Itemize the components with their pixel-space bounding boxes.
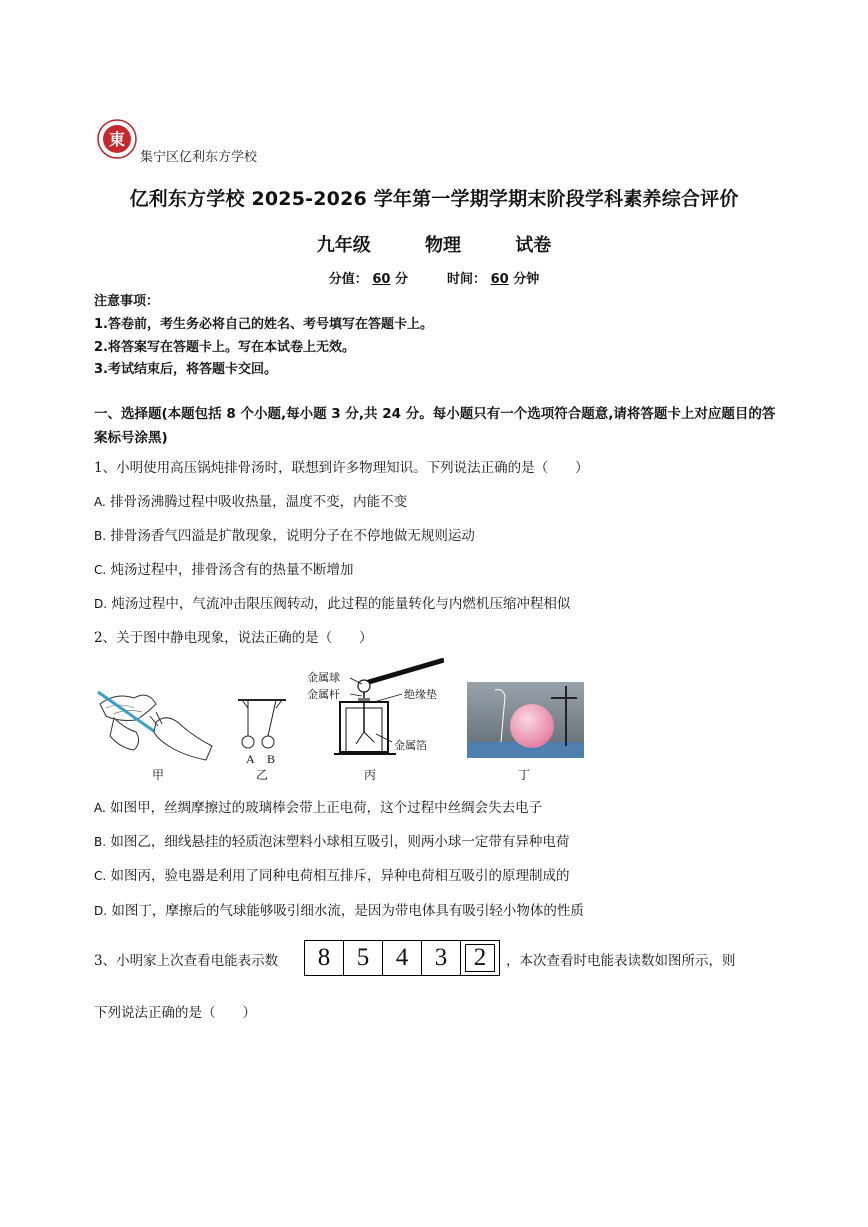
subtitle-paper: 试卷: [515, 235, 552, 256]
q1-option-b: B. 排骨汤香气四溢是扩散现象，说明分子在不停地做无规则运动: [94, 528, 475, 544]
figure-bing-leader-lines: [340, 670, 420, 750]
q2-option-d: D. 如图丁，摩擦后的气球能够吸引细水流，是因为带电体具有吸引轻小物体的性质: [94, 903, 584, 919]
q2-option-a: A. 如图甲，丝绸摩擦过的玻璃棒会带上正电荷，这个过程中丝绸会失去电子: [94, 800, 543, 816]
q1-option-c: C. 炖汤过程中，排骨汤含有的热量不断增加: [94, 562, 354, 578]
energy-meter-reading: [304, 940, 500, 976]
score-value: 60: [372, 272, 391, 287]
q2-option-b: B. 如图乙，细线悬挂的轻质泡沫塑料小球相互吸引，则两小球一定带有异种电荷: [94, 834, 570, 850]
notice-heading: 注意事项：: [94, 294, 160, 309]
notice-item: 2.将答案写在答题卡上。写在本试卷上无效。: [94, 340, 355, 355]
ball-label-b: B: [267, 752, 276, 766]
section-heading: 一、选择题(本题包括 8 个小题,每小题 3 分,共 24 分。每小题只有一个选项符合题意,请将答题卡上对应题目的答案标号涂黑): [94, 406, 776, 446]
label-metal-ball: 金属球: [307, 671, 340, 684]
notice-item: 1.答卷前，考生务必将自己的姓名、考号填写在答题卡上。: [94, 317, 433, 332]
q2-option-c: C. 如图丙，验电器是利用了同种电荷相互排斥，异种电荷相互吸引的原理制成的: [94, 868, 570, 884]
score-unit: 分: [394, 272, 408, 287]
figure-label-bing: 丙: [364, 768, 377, 782]
school-name: 集宁区亿利东方学校: [140, 150, 258, 165]
score-label: 分值：: [328, 272, 368, 287]
figure-yi-hanging-balls: [234, 698, 290, 752]
time-unit: 分钟: [513, 272, 540, 287]
time-label: 时间：: [447, 272, 487, 287]
figure-label-yi: 乙: [256, 768, 269, 782]
ball-label-a: A: [246, 752, 255, 766]
figure-jia-rubbing-illustration: [96, 682, 216, 762]
exam-subtitle: [0, 231, 868, 257]
meter-digit: 4: [383, 941, 422, 975]
q1-option-a: A. 排骨汤沸腾过程中吸收热量，温度不变，内能不变: [94, 494, 408, 510]
meter-digit: 3: [422, 941, 461, 975]
figure-ding-balloon-photo: [467, 682, 584, 758]
notice-item: 3.考试结束后，将答题卡交回。: [94, 362, 277, 377]
exam-title: 亿利东方学校 2025-2026 学年第一学期学期末阶段学科素养综合评价: [129, 188, 739, 210]
figure-label-jia: 甲: [152, 768, 165, 782]
time-value: 60: [490, 272, 509, 287]
question-3-stem-before: 3、小明家上次查看电能表示数: [94, 953, 279, 969]
question-2-stem: 2、关于图中静电现象，说法正确的是（ ）: [94, 630, 373, 646]
label-insulating-pad: 绝缘垫: [404, 688, 437, 701]
subtitle-subject: 物理: [425, 235, 461, 256]
meter-digit: 8: [305, 941, 344, 975]
label-metal-foil: 金属箔: [394, 739, 427, 752]
exam-meta: [0, 268, 868, 287]
meter-digit: 5: [344, 941, 383, 975]
question-3-stem-after: ，本次查看时电能表读数如图所示，则: [506, 953, 736, 969]
figure-label-ding: 丁: [518, 768, 531, 782]
meter-decimal-digit: 2: [461, 941, 499, 975]
logo-glyph: 東: [108, 130, 126, 149]
label-metal-rod: 金属杆: [307, 688, 340, 701]
subtitle-grade: 九年级: [316, 235, 371, 256]
question-3-stem-line2: 下列说法正确的是（ ）: [94, 1005, 256, 1021]
question-1-stem: 1、小明使用高压锅炖排骨汤时，联想到许多物理知识。下列说法正确的是（ ）: [94, 460, 589, 476]
school-logo-icon: [97, 119, 137, 159]
q1-option-d: D. 炖汤过程中，气流冲击限压阀转动，此过程的能量转化与内燃机压缩冲程相似: [94, 596, 571, 612]
